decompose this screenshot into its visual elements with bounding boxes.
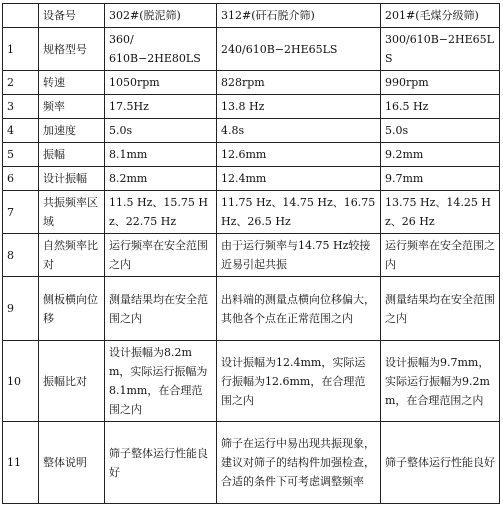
- cell-302: 设计振幅为8.2mm，实际运行振幅为8.1mm，在合理范围之内: [105, 341, 217, 422]
- cell-302: 5.0s: [105, 119, 217, 143]
- cell-201: 运行频率在安全范围之内: [381, 234, 500, 277]
- row-index: 10: [3, 341, 39, 422]
- cell-312: 12.6mm: [217, 143, 381, 167]
- table-row: [3, 71, 500, 95]
- cell-312: 240/610B−2HE65LS: [217, 28, 381, 71]
- cell-312: 11.75 Hz、14.75 Hz、16.75 Hz、26.5 Hz: [217, 191, 381, 234]
- table-row: [3, 119, 500, 143]
- row-index: 11: [3, 422, 39, 504]
- table-row: [3, 422, 500, 504]
- row-label: 共振频率区域: [39, 191, 105, 234]
- row-label: 振幅: [39, 143, 105, 167]
- row-index: 1: [3, 28, 39, 71]
- row-label: 整体说明: [39, 422, 105, 504]
- row-index: 3: [3, 95, 39, 119]
- cell-201: 9.7mm: [381, 167, 500, 191]
- cell-312: 设计振幅为12.4mm，实际运行振幅为12.6mm，在合理范围之内: [217, 341, 381, 422]
- row-index: 7: [3, 191, 39, 234]
- row-index: 4: [3, 119, 39, 143]
- cell-302: 运行频率在安全范围之内: [105, 234, 217, 277]
- cell-312: 筛子在运行中易出现共振现象，建议对筛子的结构件加强检查，合适的条件下可考虑调整频率: [217, 422, 381, 504]
- cell-201: 300/610B−2HE65LS: [381, 28, 500, 71]
- table-row: [3, 234, 500, 277]
- cell-312: 出料端的测量点横向位移偏大，其他各个点在正常范围之内: [217, 277, 381, 341]
- table-header-row: [3, 4, 500, 28]
- header-col-201: 201#(毛煤分级筛): [381, 4, 500, 28]
- header-col-302: 302#(脱泥筛): [105, 4, 217, 28]
- cell-312: 13.8 Hz: [217, 95, 381, 119]
- cell-312: 4.8s: [217, 119, 381, 143]
- cell-201: 设计振幅为9.7mm，实际运行振幅为9.2mm，在合理范围之内: [381, 341, 500, 422]
- cell-201: 9.2mm: [381, 143, 500, 167]
- header-col-312: 312#(矸石脱介筛): [217, 4, 381, 28]
- row-index: 9: [3, 277, 39, 341]
- equipment-spec-table: [2, 3, 500, 504]
- row-label: 自然频率比对: [39, 234, 105, 277]
- cell-312: 12.4mm: [217, 167, 381, 191]
- table-row: [3, 341, 500, 422]
- table-row: [3, 95, 500, 119]
- table-row: [3, 167, 500, 191]
- row-label: 侧板横向位移: [39, 277, 105, 341]
- row-index: 2: [3, 71, 39, 95]
- cell-302: 8.2mm: [105, 167, 217, 191]
- cell-302: 360/ 610B−2HE80LS: [105, 28, 217, 71]
- cell-201: 测量结果均在安全范围之内: [381, 277, 500, 341]
- header-device-number: 设备号: [39, 4, 105, 28]
- cell-201: 5.0s: [381, 119, 500, 143]
- row-index: 8: [3, 234, 39, 277]
- row-label: 设计振幅: [39, 167, 105, 191]
- row-label: 频率: [39, 95, 105, 119]
- cell-302: 筛子整体运行性能良好: [105, 422, 217, 504]
- cell-201: 13.75 Hz、14.25 Hz、26 Hz: [381, 191, 500, 234]
- cell-302: 测量结果均在安全范围之内: [105, 277, 217, 341]
- row-label: 规格型号: [39, 28, 105, 71]
- cell-312: 828rpm: [217, 71, 381, 95]
- cell-302: 1050rpm: [105, 71, 217, 95]
- table-row: [3, 277, 500, 341]
- cell-302: 17.5Hz: [105, 95, 217, 119]
- row-index: 5: [3, 143, 39, 167]
- row-label: 转速: [39, 71, 105, 95]
- cell-312: 由于运行频率与14.75 Hz较接近易引起共振: [217, 234, 381, 277]
- table-row: [3, 28, 500, 71]
- cell-201: 990rpm: [381, 71, 500, 95]
- row-index: 6: [3, 167, 39, 191]
- table-row: [3, 191, 500, 234]
- table-row: [3, 143, 500, 167]
- header-index-cell: [3, 4, 39, 28]
- cell-302: 8.1mm: [105, 143, 217, 167]
- cell-201: 筛子整体运行性能良好: [381, 422, 500, 504]
- row-label: 加速度: [39, 119, 105, 143]
- cell-201: 16.5 Hz: [381, 95, 500, 119]
- row-label: 振幅比对: [39, 341, 105, 422]
- cell-302: 11.5 Hz、15.75 Hz、22.75 Hz: [105, 191, 217, 234]
